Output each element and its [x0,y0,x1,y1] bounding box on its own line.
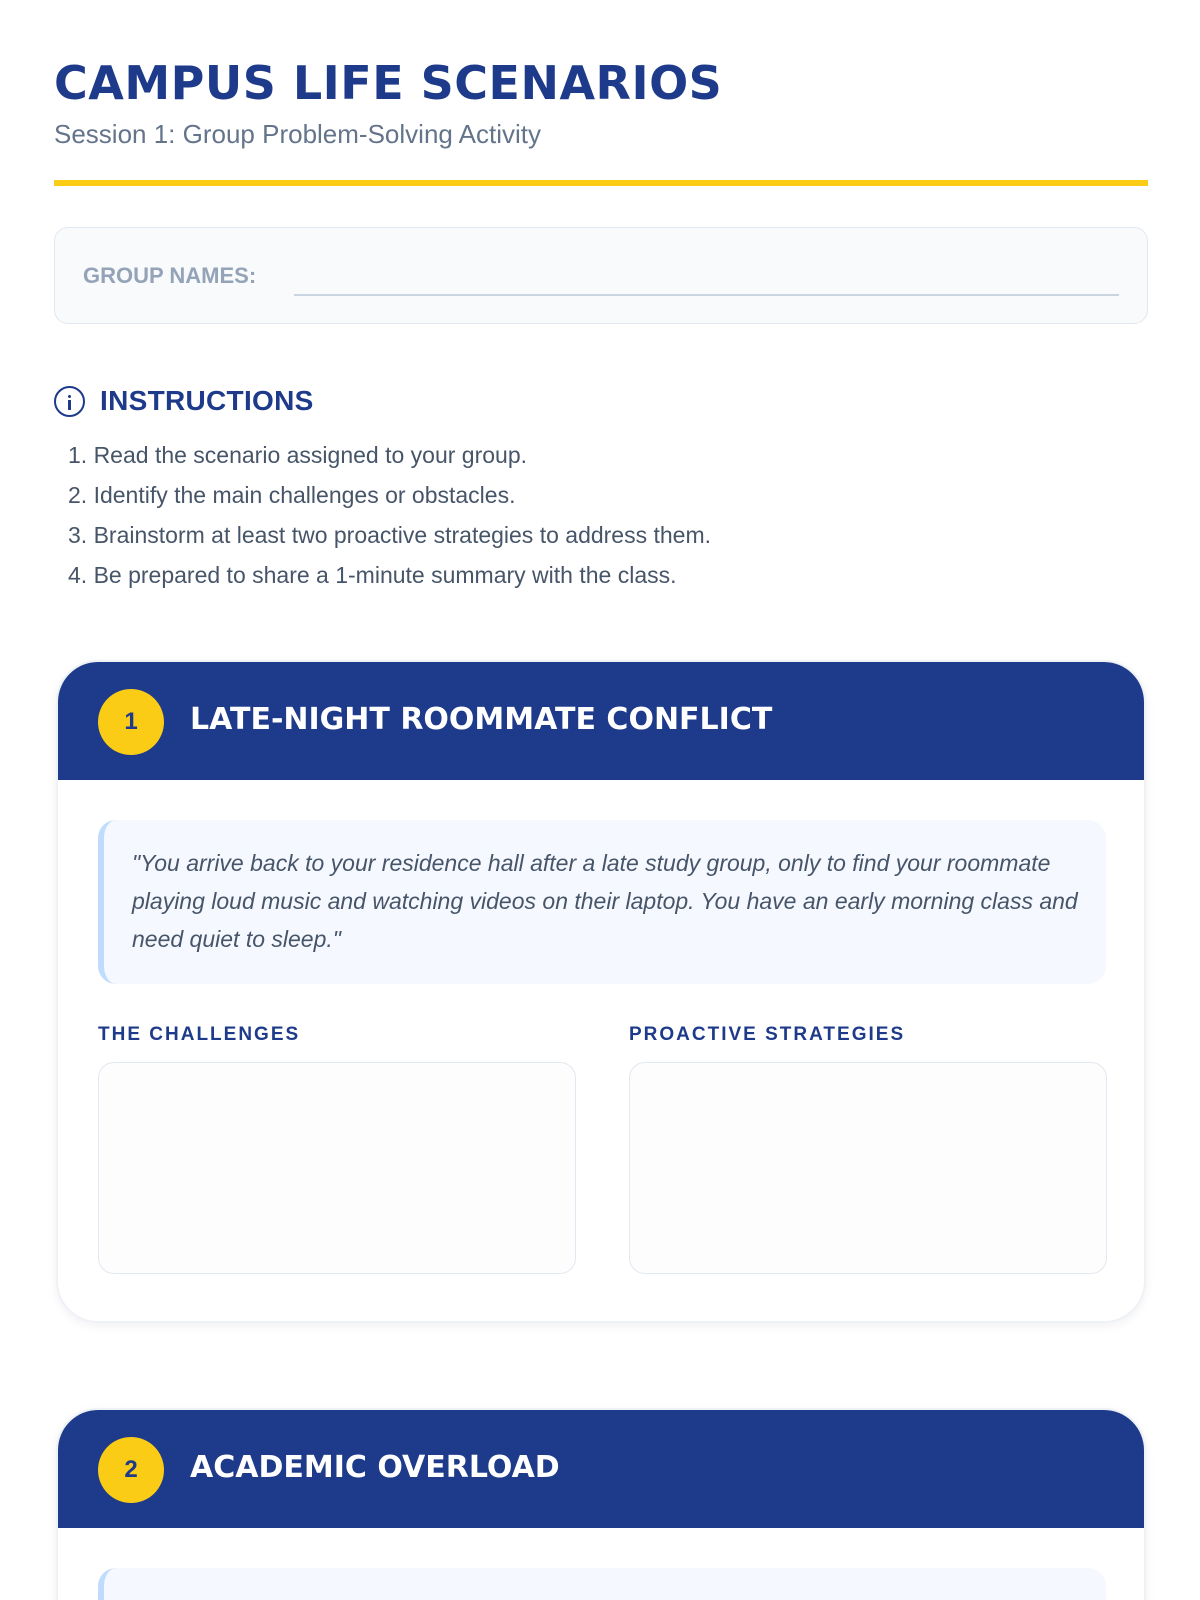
instruction-item: 3. Brainstorm at least two proactive strategies to address them. [68,522,712,548]
page-title: CAMPUS LIFE SCENARIOS [54,56,723,110]
scenario-title: ACADEMIC OVERLOAD [190,1450,560,1485]
instruction-item: 1. Read the scenario assigned to your group. [68,442,528,468]
info-icon [54,386,85,417]
title-divider [54,180,1148,186]
instruction-item: 2. Identify the main challenges or obstacles. [68,482,516,508]
scenario-title: LATE-NIGHT ROOMMATE CONFLICT [190,702,773,737]
page-subtitle: Session 1: Group Problem-Solving Activity [54,119,541,149]
instructions-list [68,435,711,595]
challenges-label: THE CHALLENGES [98,1024,301,1045]
instruction-item: 4. Be prepared to share a 1-minute summary with the class. [68,562,677,588]
challenges-answer-box[interactable] [98,1062,576,1274]
scenario-quote: "You arrive back to your residence hall after a late study group, only to find your roommate playing loud music and watching videos on their laptop. You have an early morning class and need quiet to sleep." [98,820,1106,984]
scenario-card-2 [56,1408,1146,1600]
instructions-title: INSTRUCTIONS [100,385,314,416]
scenario-header [58,662,1144,780]
group-names-label: GROUP NAMES: [83,263,257,288]
scenario-number-badge: 1 [98,689,164,755]
strategies-answer-box[interactable] [629,1062,1107,1274]
group-names-box [54,227,1148,324]
scenario-number-badge: 2 [98,1437,164,1503]
scenario-header [58,1410,1144,1528]
instructions-heading [54,383,314,419]
group-names-field[interactable] [294,294,1119,296]
scenario-quote [98,1568,1106,1600]
scenario-card-1 [56,660,1146,1323]
strategies-label: PROACTIVE STRATEGIES [629,1024,906,1045]
